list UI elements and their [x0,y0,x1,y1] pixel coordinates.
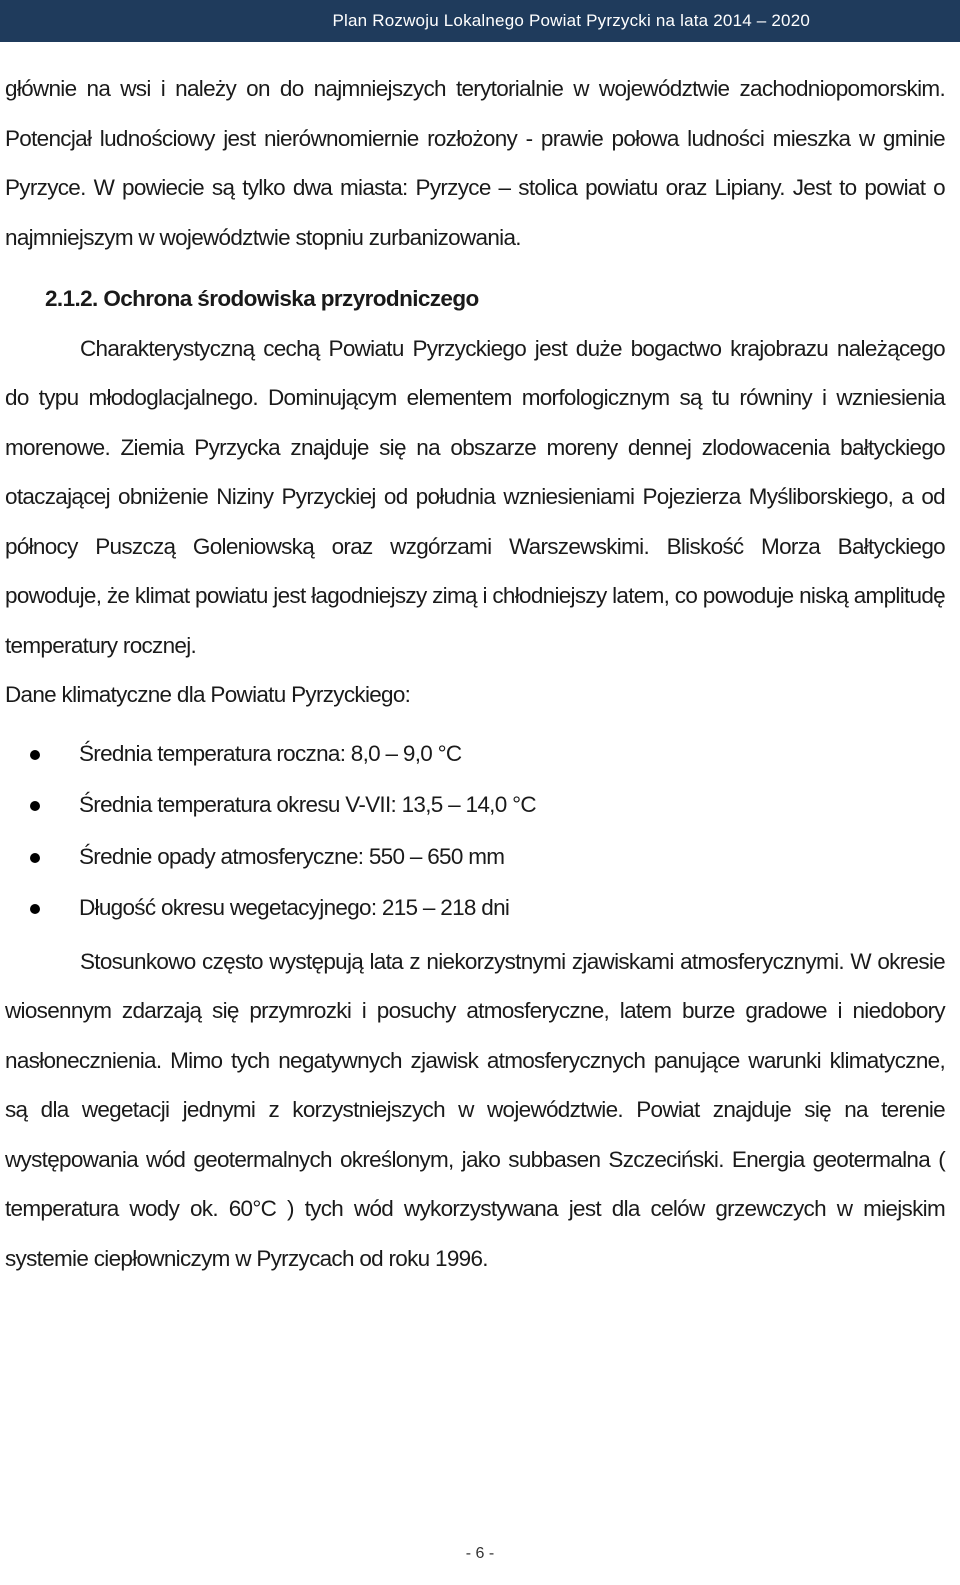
header-title: Plan Rozwoju Lokalnego Powiat Pyrzycki na lata 2014 – 2020 [332,11,810,30]
paragraph-climate: Stosunkowo często występują lata z niekorzystnymi zjawiskami atmosferycznymi. W okresie wiosennym zdarzają się przymrozki i posuchy atmosferyczne, latem burze gradowe i niedobory nasłonecznienia. Mimo tych negatywnych zjawisk atmosferycznych panujące warunki klimatyczne, są dla wegetacji jednymi z korzystniejszych w województwie. Powiat znajduje się na terenie występowania wód geotermalnych określonym, jako subbasen Szczeciński. Energia geotermalna ( temperatura wody ok. 60°C ) tych wód wykorzystywana jest dla celów grzewczych w miejskim systemie ciepłowniczym w Pyrzycach od roku 1996. [5,948,945,1271]
section-heading: 2.1.2. Ochrona środowiska przyrodniczego [45,286,479,311]
list-item-text: Średnie opady atmosferyczne: 550 – 650 mm [79,843,505,869]
list-item [5,831,945,883]
document-body [5,64,945,1283]
list-item [5,779,945,831]
page-header [0,0,960,42]
list-item [5,728,945,780]
list-item-text: Średnia temperatura okresu V-VII: 13,5 – 14,0 °C [79,792,536,817]
list-item [5,882,945,934]
page-number: - 6 - [465,1545,495,1562]
bullet-icon [30,750,40,760]
paragraph-population: głównie na wsi i należy on do najmniejszych terytorialnie w województwie zachodniopomorskim. Potencjał ludnościowy jest nierównomiernie rozłożony - prawie połowa ludności mieszka w gminie Pyrzyce. W powiecie są tylko dwa miasta: Pyrzyce – stolica powiatu oraz Lipiany. Jest to powiat o najmniejszym w województwie stopniu zurbanizowania. [5,76,945,250]
list-item-text: Średnia temperatura roczna: 8,0 – 9,0 °C [79,740,462,766]
climate-intro: Dane klimatyczne dla Powiatu Pyrzyckiego: [5,682,411,707]
climate-list [5,728,945,934]
bullet-icon [30,904,40,914]
bullet-icon [30,801,40,811]
bullet-icon [30,853,40,863]
list-item-text: Długość okresu wegetacyjnego: 215 – 218 dni [79,895,510,920]
paragraph-landscape: Charakterystyczną cechą Powiatu Pyrzyckiego jest duże bogactwo krajobrazu należącego do typu młodoglacjalnego. Dominującym elementem morfologicznym są tu równiny i wzniesienia morenowe. Ziemia Pyrzycka znajduje się na obszarze moreny dennej zlodowacenia bałtyckiego otaczającej obniżenie Niziny Pyrzyckiej od południa wzniesieniami Pojezierza Myśliborskiego, a od północy Puszczą Goleniowską oraz wzgórzami Warszewskimi. Bliskość Morza Bałtyckiego powoduje, że klimat powiatu jest łagodniejszy zimą i chłodniejszy latem, co powoduje niską amplitudę temperatury rocznej. [5,335,945,658]
